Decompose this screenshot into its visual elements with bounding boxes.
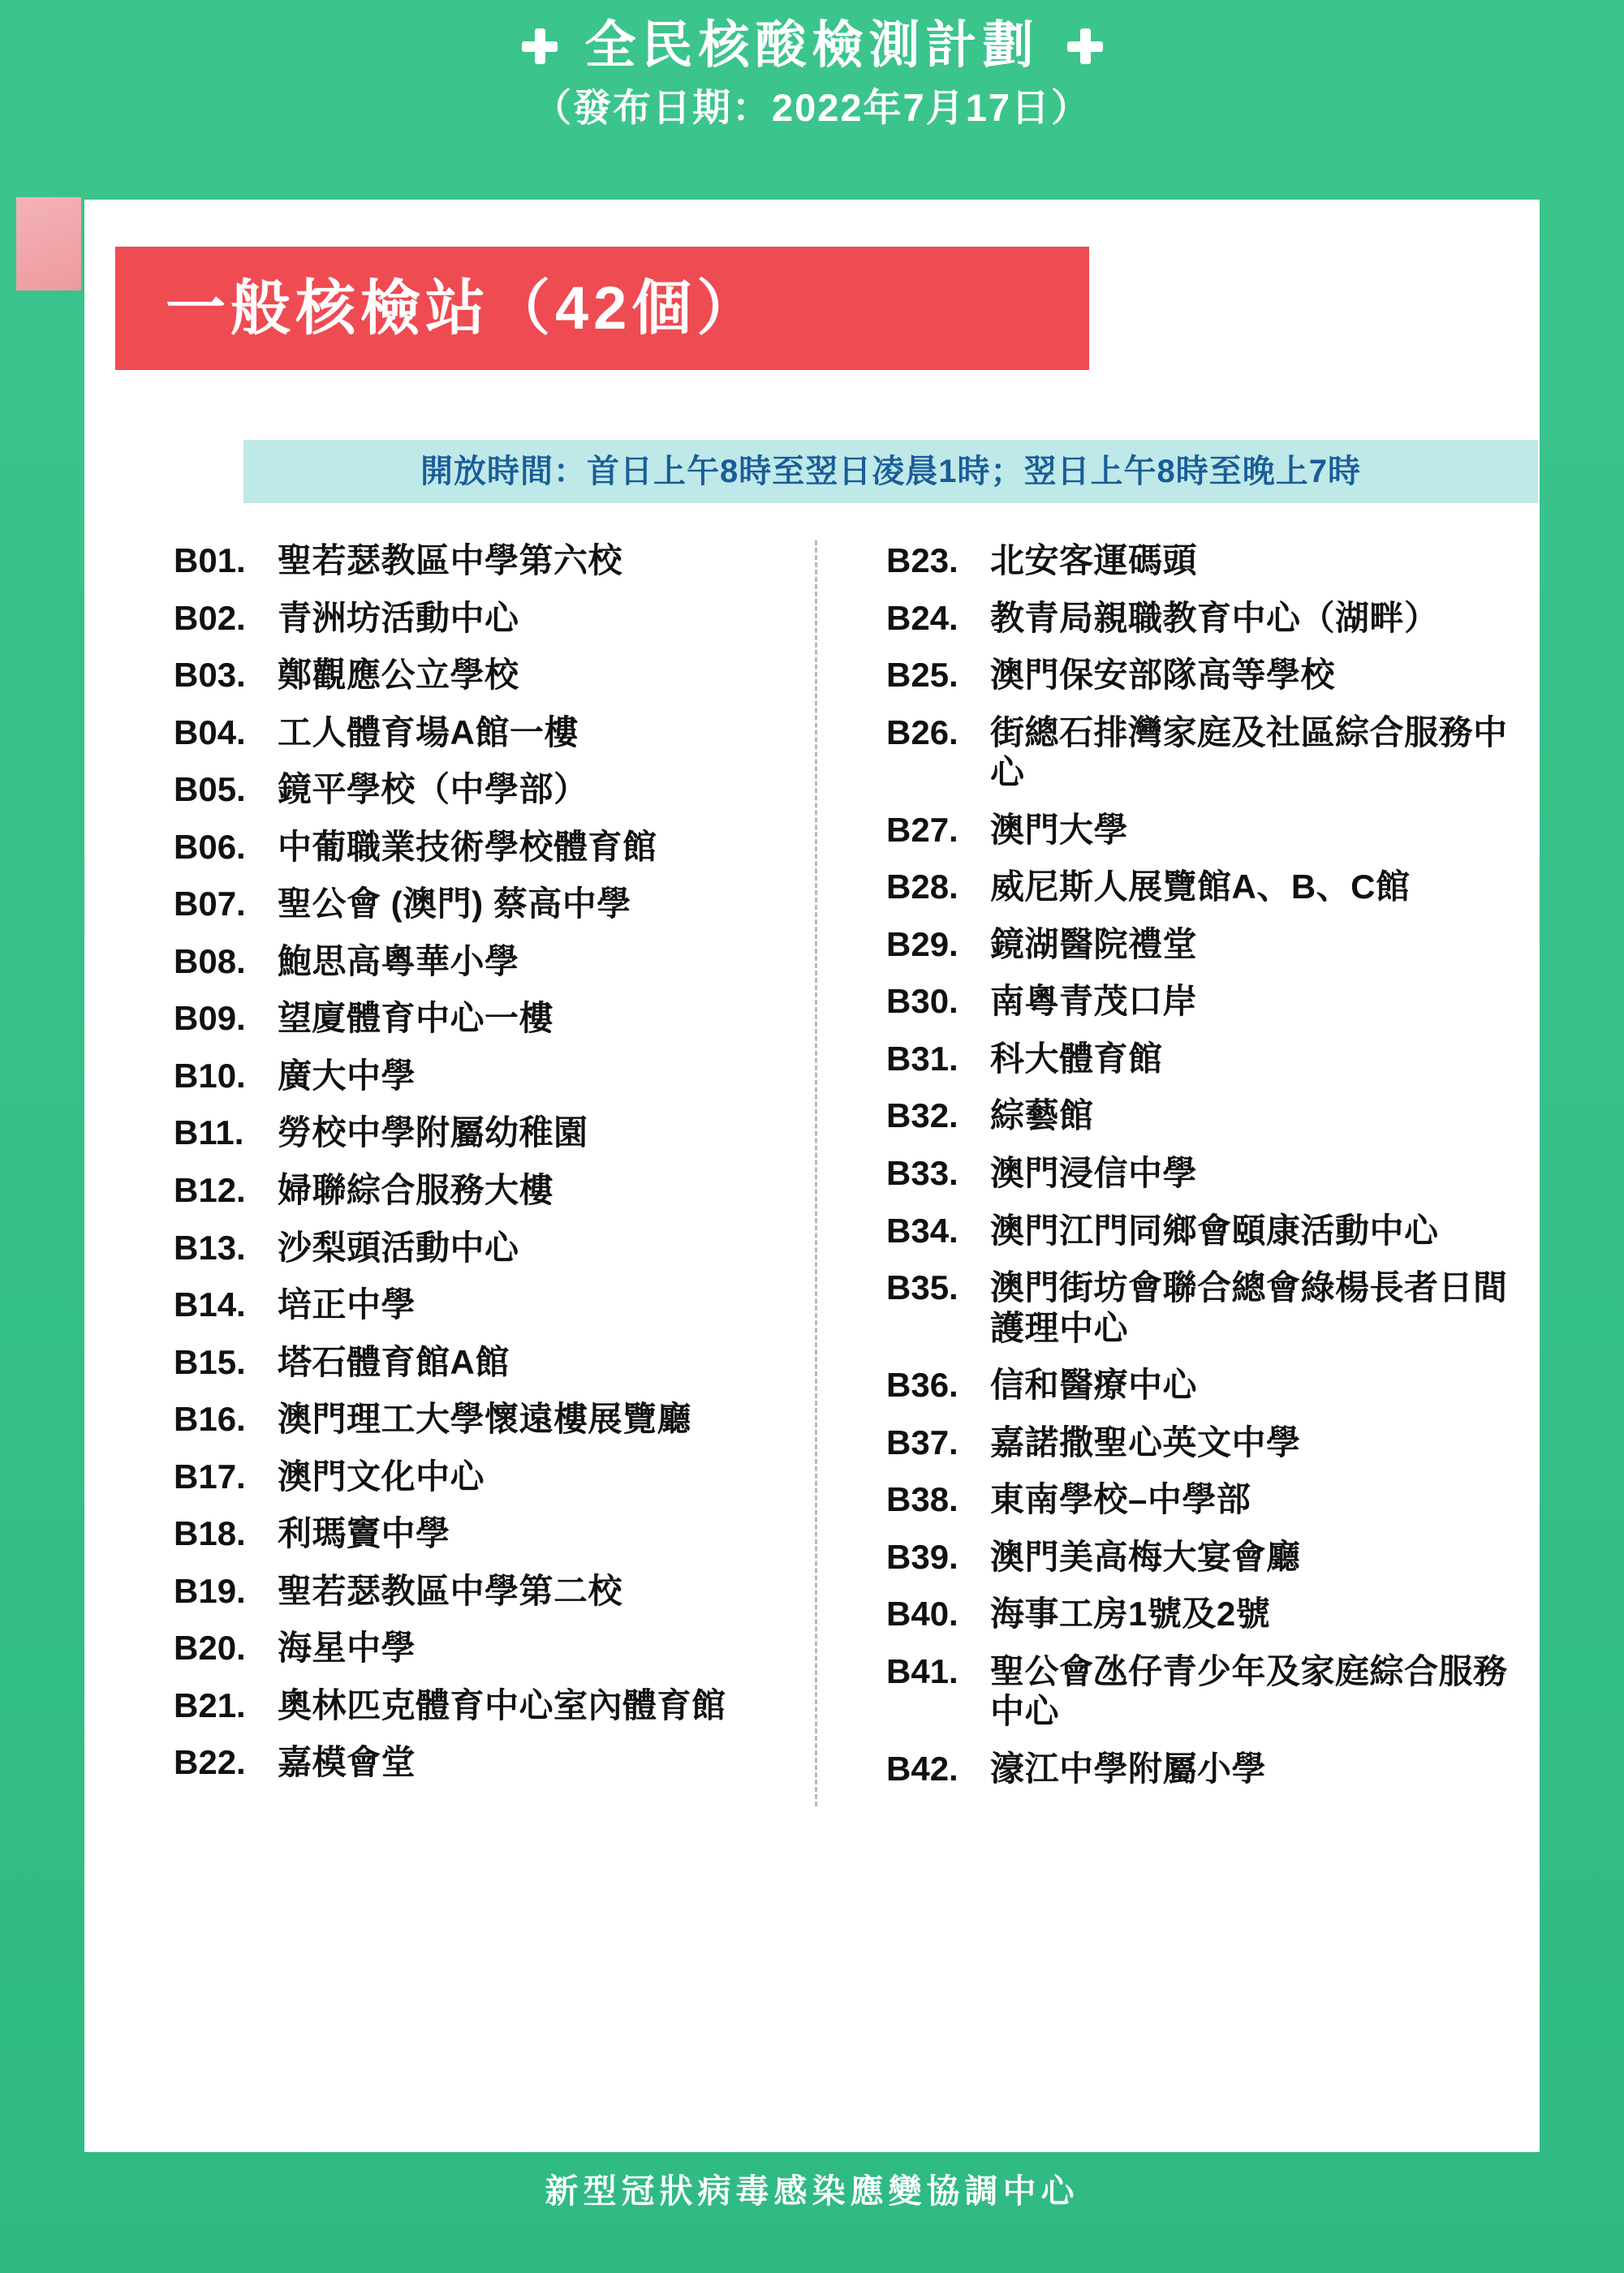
list-item xyxy=(174,998,797,1039)
station-name: 街總石排灣家庭及社區綜合服務中心 xyxy=(990,712,1508,792)
station-code: B09. xyxy=(174,999,246,1038)
station-name: 聖若瑟教區中學第六校 xyxy=(278,541,623,579)
list-item xyxy=(174,1399,797,1440)
list-item xyxy=(886,810,1522,850)
list-item xyxy=(174,1457,797,1497)
list-item xyxy=(174,655,797,695)
list-item xyxy=(174,884,797,924)
station-code: B04. xyxy=(174,712,246,751)
list-item xyxy=(174,1685,797,1726)
station-code: B22. xyxy=(174,1743,246,1782)
station-code: B05. xyxy=(174,770,246,809)
station-name: 澳門江門同鄉會頤康活動中心 xyxy=(990,1211,1439,1250)
station-name: 塔石體育館A館 xyxy=(278,1342,510,1381)
station-name: 中葡職業技術學校體育館 xyxy=(278,827,657,866)
station-name: 聖公會 (澳門) 蔡高中學 xyxy=(278,885,631,923)
list-item xyxy=(886,1479,1522,1520)
station-code: B39. xyxy=(886,1537,958,1576)
station-name: 鏡湖醫院禮堂 xyxy=(990,924,1198,963)
station-name: 澳門文化中心 xyxy=(278,1457,485,1496)
page-title: 全民核酸檢測計劃 xyxy=(584,17,1040,74)
station-code: B25. xyxy=(886,656,958,695)
station-code: B37. xyxy=(886,1423,958,1462)
station-name: 聖公會氹仔青少年及家庭綜合服務中心 xyxy=(990,1651,1508,1731)
station-name: 澳門保安部隊高等學校 xyxy=(990,656,1336,695)
station-code: B15. xyxy=(174,1342,246,1381)
station-name: 澳門美高梅大宴會廳 xyxy=(990,1537,1301,1576)
station-name: 鄭觀應公立學校 xyxy=(278,656,519,695)
list-item xyxy=(174,1170,797,1211)
station-name: 鮑思高粵華小學 xyxy=(278,941,519,980)
footer xyxy=(0,2172,1624,2210)
station-code: B28. xyxy=(886,867,958,906)
station-code: B35. xyxy=(886,1268,958,1307)
opening-hours-text: 開放時間：首日上午8時至翌日凌晨1時；翌日上午8時至晚上7時 xyxy=(420,454,1361,489)
station-name: 濠江中學附屬小學 xyxy=(990,1750,1267,1789)
station-name: 勞校中學附屬幼稚園 xyxy=(278,1113,588,1152)
station-code: B33. xyxy=(886,1154,958,1193)
list-item xyxy=(174,827,797,867)
station-name: 教青局親職教育中心（湖畔） xyxy=(990,598,1439,637)
station-code: B41. xyxy=(886,1651,958,1690)
opening-hours-strip xyxy=(243,440,1538,503)
station-name: 澳門街坊會聯合總會綠楊長者日間護理中心 xyxy=(990,1268,1508,1347)
station-name: 奧林匹克體育中心室內體育館 xyxy=(278,1685,726,1724)
station-name: 澳門大學 xyxy=(990,810,1129,849)
publish-date: （發布日期：2022年7月17日） xyxy=(533,86,1091,130)
list-item xyxy=(886,1537,1522,1578)
station-code: B14. xyxy=(174,1285,246,1324)
list-item xyxy=(174,1228,797,1268)
station-list-right xyxy=(815,540,1540,1806)
station-name: 信和醫療中心 xyxy=(990,1366,1198,1405)
station-code: B18. xyxy=(174,1514,246,1553)
station-code: B02. xyxy=(174,598,246,637)
station-code: B13. xyxy=(174,1228,246,1267)
list-item xyxy=(886,712,1522,793)
corner-fold-accent xyxy=(16,197,81,291)
station-code: B40. xyxy=(886,1595,958,1634)
list-item xyxy=(174,1571,797,1612)
list-item xyxy=(886,1365,1522,1406)
station-name: 東南學校–中學部 xyxy=(990,1480,1251,1519)
station-code: B10. xyxy=(174,1056,246,1095)
station-name: 嘉模會堂 xyxy=(278,1743,416,1782)
header-title-row xyxy=(0,18,1624,74)
station-name: 青洲坊活動中心 xyxy=(278,598,519,637)
section-banner xyxy=(115,247,1089,370)
list-item xyxy=(886,1153,1522,1194)
station-code: B26. xyxy=(886,712,958,751)
station-list-left xyxy=(84,540,815,1806)
list-item xyxy=(886,1423,1522,1463)
list-item xyxy=(886,1096,1522,1136)
station-name: 工人體育場A館一樓 xyxy=(278,712,579,751)
list-item xyxy=(174,769,797,810)
list-item xyxy=(886,540,1522,581)
station-code: B31. xyxy=(886,1039,958,1078)
station-name: 科大體育館 xyxy=(990,1039,1163,1078)
medical-cross-icon xyxy=(522,28,558,64)
station-code: B36. xyxy=(886,1366,958,1405)
station-name: 威尼斯人展覽館A、B、C館 xyxy=(990,867,1411,906)
station-name: 海事工房1號及2號 xyxy=(990,1595,1271,1634)
station-name: 嘉諾撒聖心英文中學 xyxy=(990,1423,1301,1462)
list-item xyxy=(886,1211,1522,1251)
station-columns xyxy=(84,540,1540,1806)
station-code: B17. xyxy=(174,1457,246,1496)
station-code: B20. xyxy=(174,1629,246,1668)
list-item xyxy=(886,1651,1522,1732)
station-code: B38. xyxy=(886,1480,958,1519)
list-item xyxy=(886,1749,1522,1789)
footer-organization: 新型冠狀病毒感染應變協調中心 xyxy=(545,2172,1079,2210)
station-name: 聖若瑟教區中學第二校 xyxy=(278,1571,623,1610)
station-code: B42. xyxy=(886,1750,958,1789)
list-item xyxy=(174,1285,797,1325)
content-card xyxy=(84,200,1540,2152)
station-code: B32. xyxy=(886,1096,958,1135)
list-item xyxy=(174,1513,797,1554)
station-name: 沙梨頭活動中心 xyxy=(278,1228,519,1267)
list-item xyxy=(886,1594,1522,1634)
station-name: 綜藝館 xyxy=(990,1096,1094,1135)
list-item xyxy=(174,1742,797,1783)
list-item xyxy=(174,1056,797,1096)
station-name: 北安客運碼頭 xyxy=(990,541,1198,579)
station-name: 鏡平學校（中學部） xyxy=(278,770,588,809)
station-code: B01. xyxy=(174,541,246,579)
station-code: B29. xyxy=(886,924,958,963)
station-code: B27. xyxy=(886,810,958,849)
section-banner-label: 一般核檢站（42個） xyxy=(166,274,762,342)
station-name: 澳門理工大學懷遠樓展覽廳 xyxy=(278,1400,692,1439)
station-code: B12. xyxy=(174,1171,246,1210)
station-code: B16. xyxy=(174,1400,246,1439)
station-code: B24. xyxy=(886,598,958,637)
station-name: 廣大中學 xyxy=(278,1056,416,1095)
station-code: B23. xyxy=(886,541,958,579)
list-item xyxy=(886,867,1522,907)
station-name: 望廈體育中心一樓 xyxy=(278,999,554,1038)
list-item xyxy=(886,655,1522,695)
station-code: B06. xyxy=(174,827,246,866)
list-item xyxy=(174,1628,797,1668)
station-code: B34. xyxy=(886,1211,958,1250)
station-name: 培正中學 xyxy=(278,1285,416,1324)
list-item xyxy=(174,1342,797,1383)
station-code: B21. xyxy=(174,1685,246,1724)
list-item xyxy=(886,1268,1522,1348)
station-code: B07. xyxy=(174,885,246,923)
station-code: B19. xyxy=(174,1571,246,1610)
station-name: 利瑪竇中學 xyxy=(278,1514,450,1553)
list-item xyxy=(174,712,797,753)
list-item xyxy=(174,1113,797,1153)
list-item xyxy=(174,941,797,982)
station-code: B11. xyxy=(174,1113,244,1152)
list-item xyxy=(174,540,797,581)
list-item xyxy=(174,598,797,639)
station-code: B08. xyxy=(174,941,246,980)
station-name: 婦聯綜合服務大樓 xyxy=(278,1171,554,1210)
station-code: B03. xyxy=(174,656,246,695)
header xyxy=(0,0,1624,129)
station-code: B30. xyxy=(886,982,958,1021)
list-item xyxy=(886,598,1522,639)
station-name: 南粵青茂口岸 xyxy=(990,982,1198,1021)
station-name: 海星中學 xyxy=(278,1629,416,1668)
station-name: 澳門浸信中學 xyxy=(990,1154,1198,1193)
list-item xyxy=(886,924,1522,965)
medical-cross-icon xyxy=(1067,28,1103,64)
list-item xyxy=(886,1039,1522,1079)
list-item xyxy=(886,981,1522,1022)
